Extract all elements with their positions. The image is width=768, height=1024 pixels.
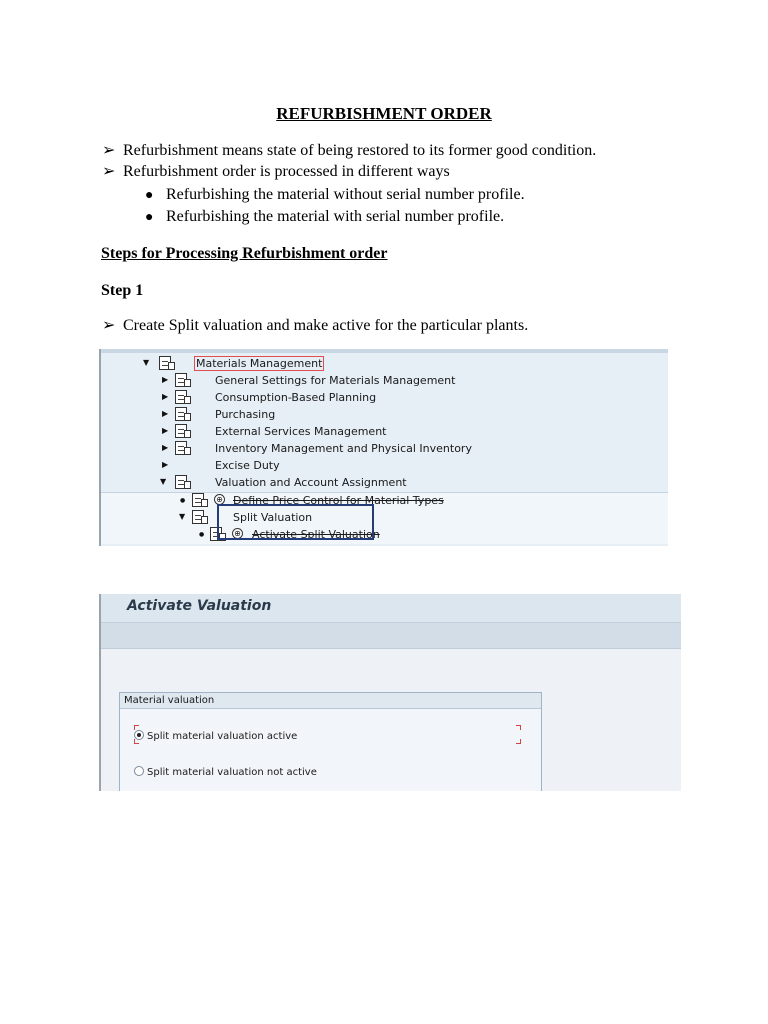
tree-node-label: General Settings for Materials Management — [215, 374, 456, 387]
document-icon — [192, 510, 204, 524]
tree-node[interactable] — [101, 458, 668, 475]
expanded-triangle-icon[interactable]: ▼ — [179, 512, 186, 521]
collapsed-triangle-icon[interactable]: ▶ — [162, 426, 169, 435]
document-icon — [175, 390, 187, 404]
tree-node[interactable] — [101, 390, 668, 407]
tree-node[interactable] — [101, 373, 668, 390]
tree-node[interactable] — [101, 441, 668, 458]
collapsed-triangle-icon[interactable]: ▶ — [162, 460, 169, 469]
document-icon — [175, 424, 187, 438]
tree-node-split-valuation[interactable] — [101, 510, 668, 527]
tree-node-label: Define Price Control for Material Types — [233, 494, 444, 507]
intro-bullet — [102, 141, 596, 161]
intro-bullet-text: Refurbishment means state of being restored to its former good condition. — [123, 142, 597, 159]
collapsed-triangle-icon[interactable]: ▶ — [162, 443, 169, 452]
highlight-box — [217, 504, 374, 540]
leaf-bullet-icon: ● — [180, 497, 186, 504]
tree-node-activate-split[interactable] — [101, 527, 668, 544]
document-icon — [175, 475, 187, 489]
tree-node-label: Valuation and Account Assignment — [215, 476, 407, 489]
expanded-triangle-icon[interactable]: ▼ — [160, 477, 167, 486]
radio-split-active[interactable] — [134, 730, 297, 742]
collapsed-triangle-icon[interactable]: ▶ — [162, 375, 169, 384]
tree-node-label: Split Valuation — [233, 511, 313, 524]
arrow-bullet-icon: ➢ — [102, 317, 116, 334]
tree-node[interactable] — [101, 424, 668, 441]
tree-node[interactable] — [101, 407, 668, 424]
intro-bullet — [102, 162, 450, 182]
tree-node-valuation[interactable] — [101, 475, 668, 493]
document-icon — [175, 373, 187, 387]
tree-node-materials-management[interactable] — [101, 356, 668, 373]
tree-node-label: Activate Split Valuation — [252, 528, 380, 541]
document-icon — [175, 407, 187, 421]
material-valuation-group — [119, 692, 542, 791]
tree-node-label: Consumption-Based Planning — [215, 391, 377, 404]
execute-clock-icon[interactable]: ⊕ — [214, 494, 225, 505]
tree-node-label: Excise Duty — [215, 459, 280, 472]
application-toolbar — [101, 623, 681, 649]
screen-title-bar — [101, 594, 681, 623]
steps-heading: Steps for Processing Refurbishment order — [101, 245, 388, 262]
sub-bullet-text: Refurbishing the material with serial number profile. — [166, 208, 505, 225]
sub-bullet — [145, 185, 525, 206]
leaf-bullet-icon: ● — [199, 531, 205, 538]
group-title: Material valuation — [120, 693, 541, 709]
step-1-heading: Step 1 — [101, 282, 144, 299]
focus-corner — [516, 739, 521, 744]
radio-selected-icon[interactable] — [134, 730, 144, 740]
activate-valuation-screenshot — [99, 594, 681, 791]
tree-node-label: External Services Management — [215, 425, 387, 438]
tree-node-label: Purchasing — [215, 408, 276, 421]
tree-node-label: Inventory Management and Physical Inventory — [215, 442, 472, 455]
img-tree-screenshot — [99, 349, 668, 546]
dot-bullet-icon: ● — [145, 210, 154, 225]
focus-corner — [516, 725, 521, 730]
arrow-bullet-icon: ➢ — [102, 163, 116, 180]
sub-bullet-text: Refurbishing the material without serial number profile. — [166, 186, 525, 203]
expanded-triangle-icon[interactable]: ▼ — [143, 358, 150, 367]
radio-label: Split material valuation active — [147, 731, 298, 742]
radio-label: Split material valuation not active — [147, 767, 317, 778]
tree-top-bar — [101, 349, 668, 353]
radio-unselected-icon[interactable] — [134, 766, 144, 776]
document-icon — [159, 356, 171, 370]
collapsed-triangle-icon[interactable]: ▶ — [162, 392, 169, 401]
intro-bullet-text: Refurbishment order is processed in different ways — [123, 163, 450, 180]
document-icon — [192, 493, 204, 507]
tree-node[interactable] — [101, 493, 668, 510]
execute-clock-icon[interactable]: ⊕ — [232, 528, 243, 539]
step-1-bullet — [102, 316, 528, 336]
dot-bullet-icon: ● — [145, 188, 154, 203]
page-title: REFURBISHMENT ORDER — [276, 104, 492, 123]
collapsed-triangle-icon[interactable]: ▶ — [162, 409, 169, 418]
step-1-bullet-text: Create Split valuation and make active for the particular plants. — [123, 317, 529, 334]
radio-split-not-active[interactable] — [134, 766, 317, 778]
arrow-bullet-icon: ➢ — [102, 142, 116, 159]
document-icon — [175, 441, 187, 455]
tree-node-label: Materials Management — [196, 357, 323, 370]
screen-title: Activate Valuation — [127, 598, 272, 614]
sub-bullet — [145, 207, 504, 228]
